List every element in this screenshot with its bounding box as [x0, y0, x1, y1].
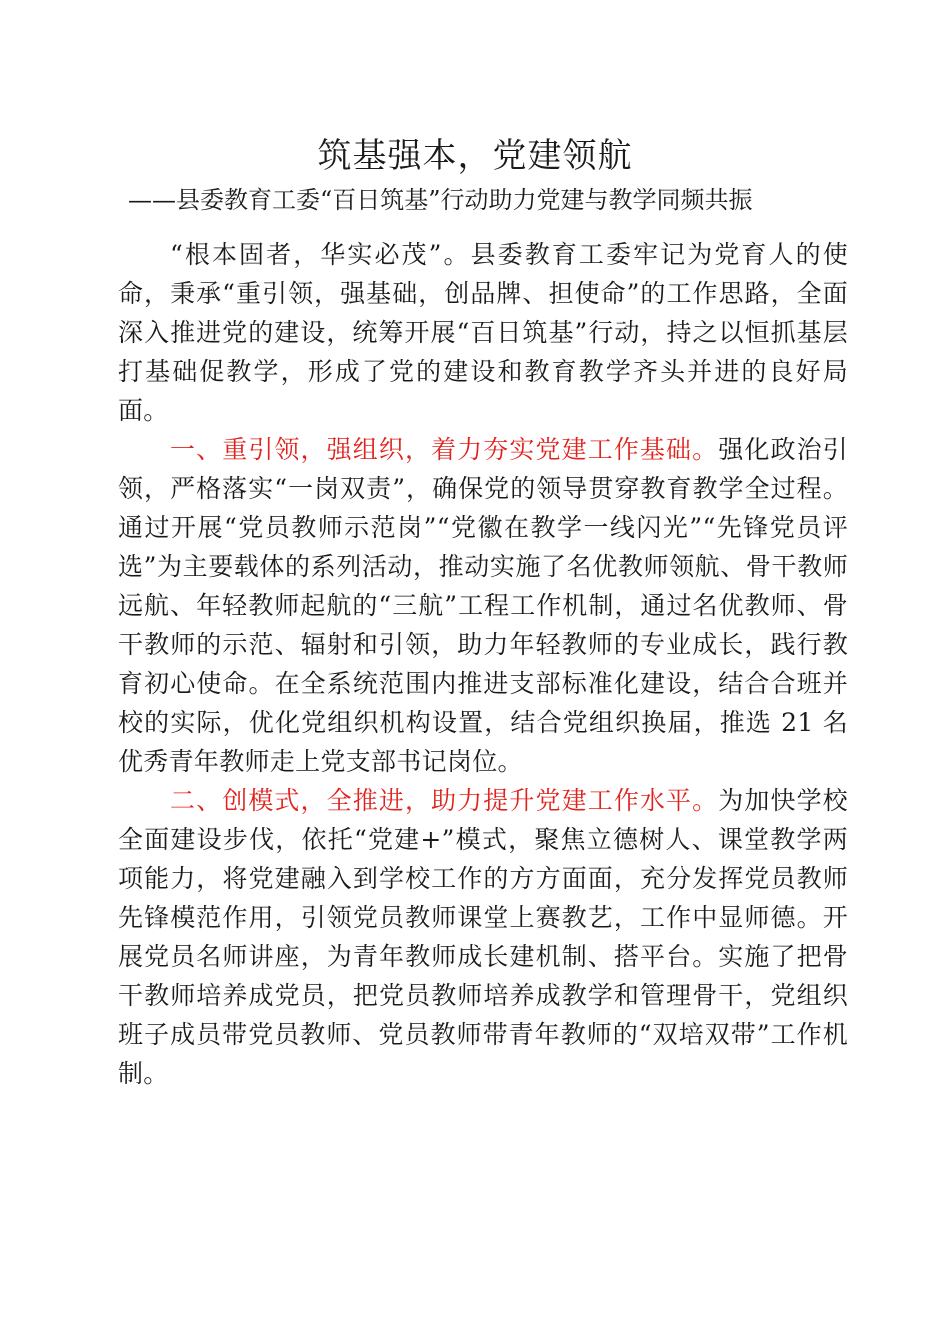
- document-body: [118, 235, 848, 1093]
- section-two-text: 为加快学校全面建设步伐，依托“党建+”模式，聚焦立德树人、课堂教学两项能力，将党建融入到学校工作的方方面面，充分发挥党员教师先锋模范作用，引领党员教师课堂上赛教艺，工作中显师德。开展党员名师讲座，为青年教师成长建机制、搭平台。实施了把骨干教师培养成党员，把党员教师培养成教学和管理骨干，党组织班子成员带党员教师、党员教师带青年教师的“双培双带”工作机制。: [118, 786, 848, 1088]
- document-subtitle: ——县委教育工委“百日筑基”行动助力党建与教学同频共振: [128, 186, 753, 214]
- section-one-text: 强化政治引领，严格落实“一岗双责”，确保党的领导贯穿教育教学全过程。通过开展“党员教师示范岗”“党徽在教学一线闪光”“先锋党员评选”为主要载体的系列活动，推动实施了名优教师领航、骨干教师远航、年轻教师起航的“三航”工程工作机制，通过名优教师、骨干教师的示范、辐射和引领，助力年轻教师的专业成长，践行教育初心使命。在全系统范围内推进支部标准化建设，结合合班并校的实际，优化党组织机构设置，结合党组织换届，推选 21 名优秀青年教师走上党支部书记岗位。: [118, 435, 848, 776]
- document-title: 筑基强本，党建领航: [317, 136, 633, 176]
- section-two-heading: 二、创模式，全推进，助力提升党建工作水平。: [170, 786, 719, 815]
- section-one-heading: 一、重引领，强组织，着力夯实党建工作基础。: [170, 435, 719, 464]
- intro-paragraph-text: “根本固者，华实必茂”。县委教育工委牢记为党育人的使命，秉承“重引领，强基础，创品牌、担使命”的工作思路，全面深入推进党的建设，统筹开展“百日筑基”行动，持之以恒抓基层打基础促教学，形成了党的建设和教育教学齐头并进的良好局面。: [118, 240, 848, 425]
- section-one-paragraph: [118, 430, 848, 781]
- intro-paragraph: [118, 235, 848, 430]
- section-two-paragraph: [118, 781, 848, 1093]
